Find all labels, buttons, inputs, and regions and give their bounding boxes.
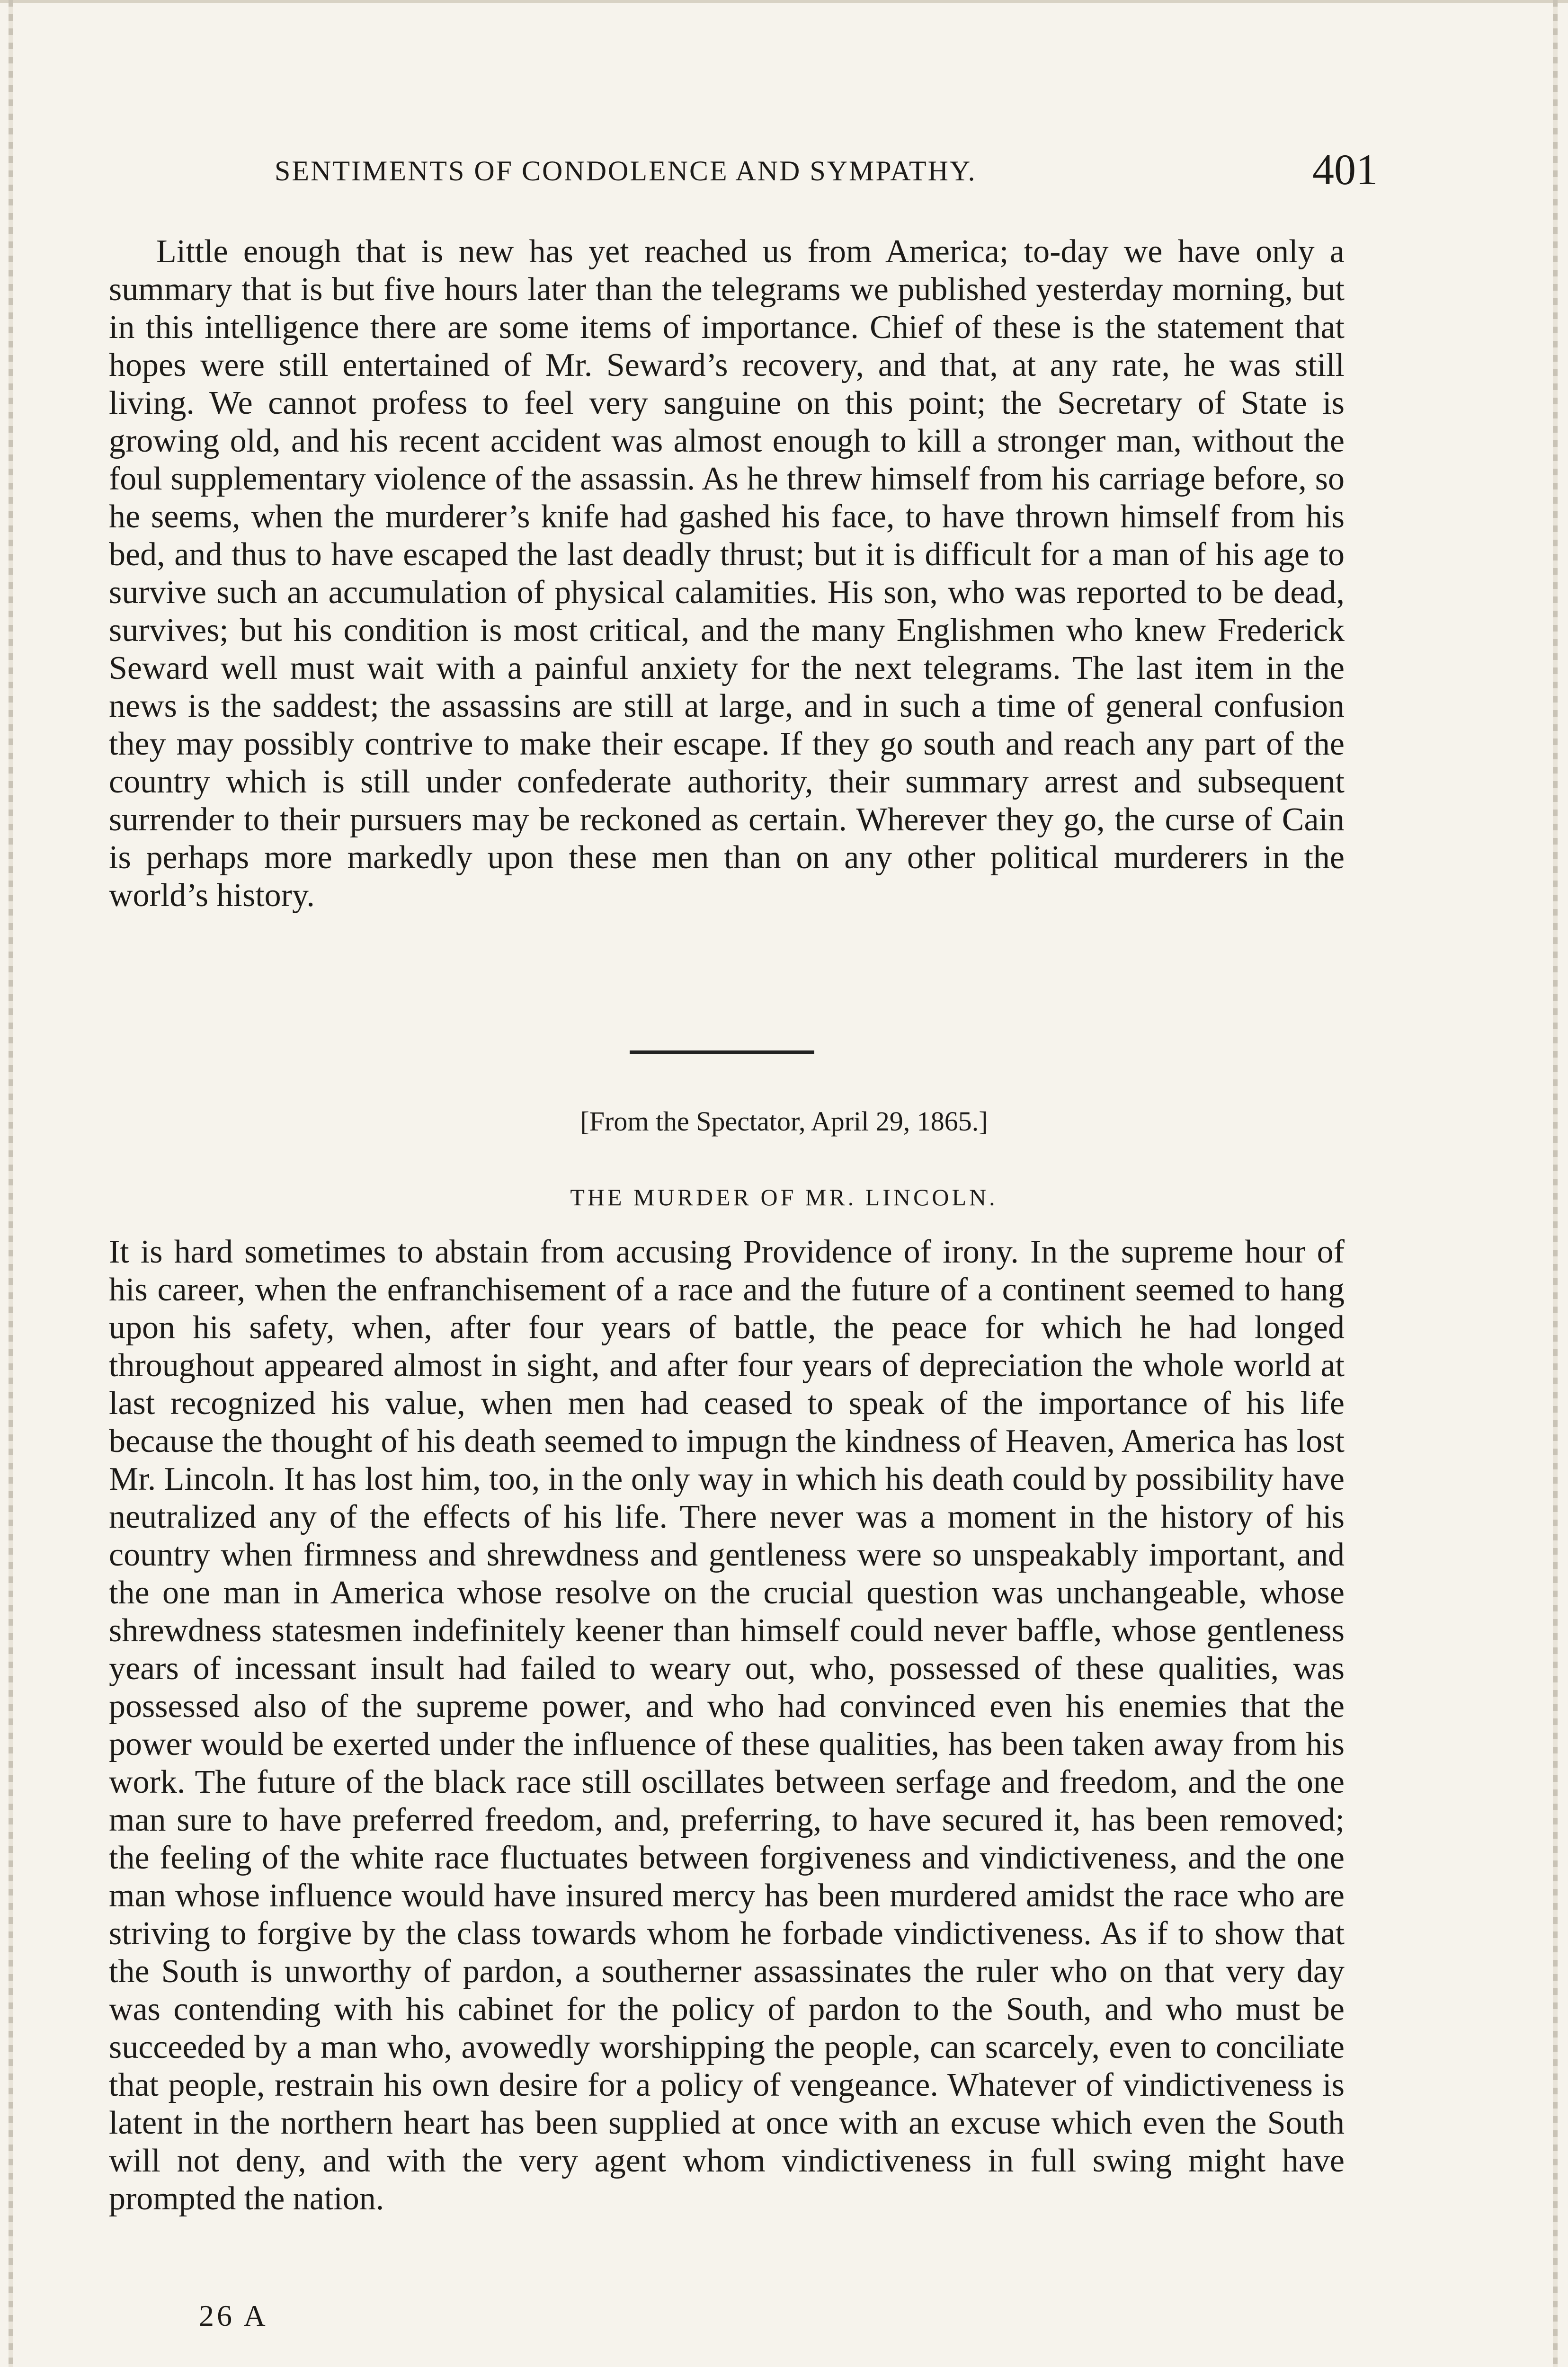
running-title: SENTIMENTS OF CONDOLENCE AND SYMPATHY. bbox=[275, 155, 977, 187]
section-divider bbox=[630, 1050, 814, 1054]
article-paragraph-lincoln: It is hard sometimes to abstain from accusing Providence of irony. In the supreme hour of his career, when the enfranchisement of a race and the future of a continent seemed to hang upon his safety, when, after four years of battle, the peace for which he had longed throughout appeared almost in sight, and after four years of depreciation the whole world at last recognized his value, when men had ceased to speak of the importance of his life because the thought of his death seemed to impugn the kindness of Heaven, America has lost Mr. Lincoln. It has lost him, too, in the only way in which his death could by possibility have neutralized any of the effects of his life. There never was a moment in the history of his country when firmness and shrewdness and gentleness were so unspeakably important, and the one man in America whose resolve on the crucial question was unchangeable, whose shrewdness statesmen indefinitely keener than himself could never baffle, whose gentleness years of incessant insult had failed to weary out, who, possessed of these qualities, was possessed also of the supreme power, and who had convinced even his enemies that the power would be exerted under the influence of these qualities, has been taken away from his work. The future of the black race still oscillates between serfage and freedom, and the one man sure to have preferred freedom, and, preferring, to have secured it, has been removed; the feeling of the white race fluctuates between forgiveness and vindictiveness, and the one man whose influence would have insured mercy has been murdered amidst the race who are striving to forgive by the class towards whom he forbade vindictiveness. As if to show that the South is unworthy of pardon, a southerner assassinates the ruler who on that very day was contending with his cabinet for the policy of pardon to the South, and who must be succeeded by a man who, avowedly worshipping the people, can scarcely, even to conciliate that people, restrain his own desire for a policy of vengeance. Whatever of vindictiveness is latent in the northern heart has been supplied at once with an excuse which even the South will not deny, and with the very agent whom vindictiveness in full swing might have prompted the nation. bbox=[109, 1234, 1345, 2217]
article-title: THE MURDER OF MR. LINCOLN. bbox=[570, 1184, 998, 1210]
article-source: [From the Spectator, April 29, 1865.] bbox=[580, 1106, 988, 1137]
signature-mark: 26 A bbox=[199, 2299, 268, 2332]
article-paragraph-seward: Little enough that is new has yet reached us from America; to-day we have only a summary that is but five hours later than the telegrams we published yesterday morning, but in this intelligence there are some items of importance. Chief of these is the statement that hopes were still entertained of Mr. Seward’s recovery, and that, at any rate, he was still living. We cannot profess to feel very sanguine on this point; the Secretary of State is growing old, and his recent accident was almost enough to kill a stronger man, without the foul supplementary violence of the assassin. As he threw himself from his carriage before, so he seems, when the murderer’s knife had gashed his face, to have thrown himself from his bed, and thus to have escaped the last deadly thrust; but it is difficult for a man of his age to survive such an accumulation of physical calamities. His son, who was reported to be dead, survives; but his condition is most critical, and the many Englishmen who knew Frederick Seward well must wait with a painful anxiety for the next telegrams. The last item in the news is the saddest; the assassins are still at large, and in such a time of general confusion they may possibly contrive to make their escape. If they go south and reach any part of the country which is still under confederate authority, their summary arrest and subsequent surrender to their pursuers may be reckoned as certain. Wherever they go, the curse of Cain is perhaps more markedly upon these men than on any other political murderers in the world’s history. bbox=[109, 233, 1345, 914]
top-border bbox=[0, 0, 1568, 3]
page-number: 401 bbox=[1312, 145, 1378, 194]
running-head bbox=[275, 144, 1378, 196]
